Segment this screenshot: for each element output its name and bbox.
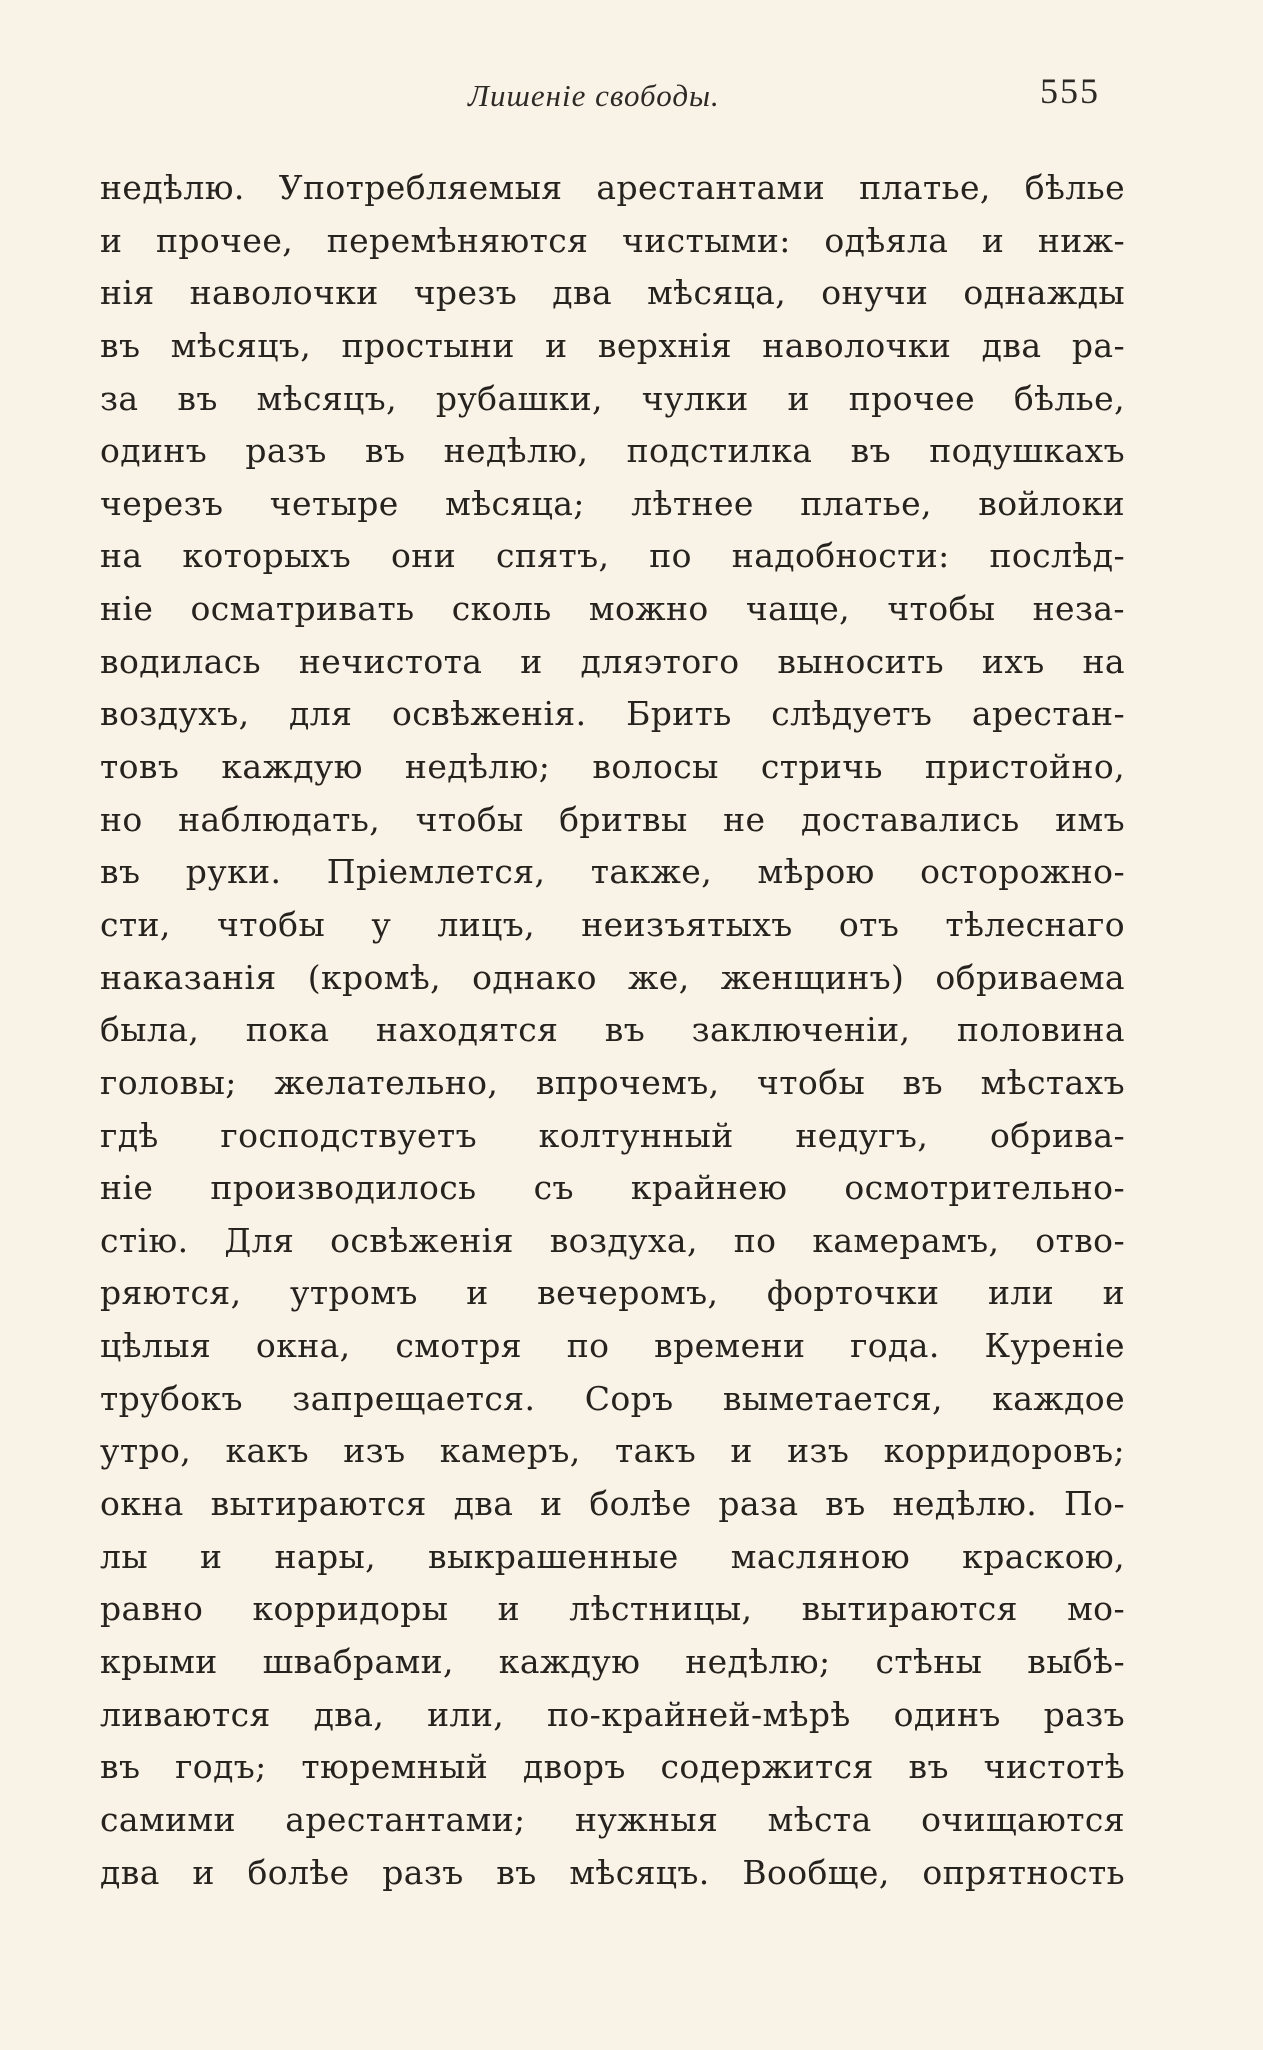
text-line: головы; желательно, впрочемъ, чтобы въ мѣстахъ (100, 1062, 1125, 1102)
text-line: два и болѣе разъ въ мѣсяцъ. Вообще, опрятность (100, 1852, 1125, 1892)
running-head: Лишеніе свободы. (468, 78, 720, 113)
text-line: въ годъ; тюремный дворъ содержится въ чистотѣ (100, 1747, 1125, 1787)
text-line: наказанія (кромѣ, однако же, женщинъ) обриваема (100, 957, 1125, 997)
text-line: нія наволочки чрезъ два мѣсяца, онучи однажды (100, 273, 1125, 313)
text-line: недѣлю. Употребляемыя арестантами платье, бѣлье (100, 168, 1125, 207)
text-line: водилась нечистота и дляэтого выносить ихъ на (100, 641, 1125, 681)
text-line: на которыхъ они спятъ, по надобности: послѣд- (100, 536, 1125, 576)
text-line: черезъ четыре мѣсяца; лѣтнее платье, войлоки (100, 483, 1125, 523)
text-line: воздухъ, для освѣженія. Брить слѣдуетъ арестан- (100, 694, 1125, 734)
text-line: и прочее, перемѣняются чистыми: одѣяла и ниж- (100, 220, 1125, 260)
page-number: 555 (1040, 71, 1100, 111)
text-line: ряются, утромъ и вечеромъ, форточки или и (100, 1273, 1125, 1313)
text-line: ніе осматривать сколь можно чаще, чтобы неза- (100, 589, 1125, 629)
text-line: самими арестантами; нужныя мѣста очищаются (100, 1799, 1125, 1839)
text-line: сти, чтобы у лицъ, неизъятыхъ отъ тѣлеснаго (100, 904, 1125, 944)
text-line: гдѣ господствуетъ колтунный недугъ, обрива- (100, 1115, 1125, 1155)
text-line: стію. Для освѣженія воздуха, по камерамъ, отво- (100, 1220, 1125, 1260)
text-line: но наблюдать, чтобы бритвы не доставались имъ (100, 799, 1125, 839)
text-line: крыми швабрами, каждую недѣлю; стѣны выбѣ- (100, 1641, 1125, 1681)
text-line: ніе производилось съ крайнею осмотрительно- (100, 1168, 1125, 1208)
text-line: трубокъ запрещается. Соръ выметается, каждое (100, 1378, 1125, 1418)
body-text (100, 162, 1125, 1899)
text-line: въ мѣсяцъ, простыни и верхнія наволочки два ра- (100, 325, 1125, 365)
text-line: окна вытираются два и болѣе раза въ недѣлю. По- (100, 1484, 1125, 1524)
text-line: въ руки. Пріемлется, также, мѣрою осторожно- (100, 852, 1125, 892)
text-line: товъ каждую недѣлю; волосы стричь пристойно, (100, 747, 1125, 787)
text-line: ливаются два, или, по-крайней-мѣрѣ одинъ разъ (100, 1694, 1125, 1734)
text-line: равно корридоры и лѣстницы, вытираются мо- (100, 1589, 1125, 1629)
text-line: одинъ разъ въ недѣлю, подстилка въ подушкахъ (100, 431, 1125, 471)
text-line: цѣлыя окна, смотря по времени года. Куреніе (100, 1326, 1125, 1366)
text-line: лы и нары, выкрашенные масляною краскою, (100, 1536, 1125, 1576)
text-line: утро, какъ изъ камеръ, такъ и изъ корридоровъ; (100, 1431, 1125, 1471)
text-line: за въ мѣсяцъ, рубашки, чулки и прочее бѣлье, (100, 378, 1125, 418)
text-line: была, пока находятся въ заключеніи, половина (100, 1010, 1125, 1050)
